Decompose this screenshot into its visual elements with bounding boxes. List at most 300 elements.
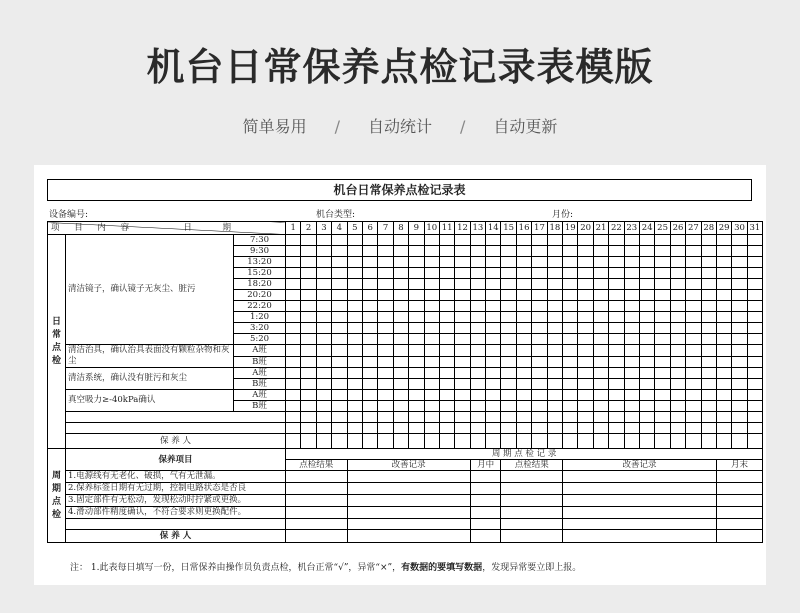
check-cell[interactable] — [470, 334, 485, 345]
check-cell[interactable] — [409, 312, 424, 323]
check-cell[interactable] — [409, 423, 424, 434]
check-cell[interactable] — [701, 279, 716, 290]
check-cell[interactable] — [670, 423, 685, 434]
check-cell[interactable] — [716, 235, 731, 246]
check-cell[interactable] — [655, 235, 670, 246]
check-cell[interactable] — [362, 379, 377, 390]
check-cell[interactable] — [470, 257, 485, 268]
check-cell[interactable] — [316, 312, 331, 323]
check-cell[interactable] — [439, 345, 454, 357]
check-cell[interactable] — [532, 290, 547, 301]
periodic-record-cell[interactable] — [286, 483, 348, 495]
periodic-record-cell[interactable] — [716, 471, 762, 483]
check-cell[interactable] — [670, 379, 685, 390]
check-cell[interactable] — [516, 323, 531, 334]
check-cell[interactable] — [362, 356, 377, 368]
check-cell[interactable] — [501, 401, 516, 412]
check-cell[interactable] — [732, 246, 747, 257]
check-cell[interactable] — [670, 345, 685, 357]
check-cell[interactable] — [593, 412, 608, 423]
periodic-record-cell[interactable] — [716, 530, 762, 543]
check-cell[interactable] — [424, 423, 439, 434]
check-cell[interactable] — [640, 412, 655, 423]
check-cell[interactable] — [316, 323, 331, 334]
check-cell[interactable] — [716, 312, 731, 323]
check-cell[interactable] — [716, 423, 731, 434]
periodic-record-cell[interactable] — [501, 507, 563, 519]
check-cell[interactable] — [563, 290, 578, 301]
check-cell[interactable] — [409, 323, 424, 334]
check-cell[interactable] — [532, 268, 547, 279]
check-cell[interactable] — [640, 334, 655, 345]
check-cell[interactable] — [701, 379, 716, 390]
check-cell[interactable] — [470, 345, 485, 357]
check-cell[interactable] — [424, 235, 439, 246]
check-cell[interactable] — [393, 379, 408, 390]
check-cell[interactable] — [332, 412, 347, 423]
check-cell[interactable] — [532, 257, 547, 268]
check-cell[interactable] — [409, 246, 424, 257]
check-cell[interactable] — [316, 279, 331, 290]
check-cell[interactable] — [301, 390, 316, 401]
check-cell[interactable] — [455, 390, 470, 401]
check-cell[interactable] — [378, 246, 393, 257]
check-cell[interactable] — [686, 401, 701, 412]
check-cell[interactable] — [532, 434, 547, 449]
check-cell[interactable] — [593, 334, 608, 345]
check-cell[interactable] — [593, 235, 608, 246]
check-cell[interactable] — [424, 301, 439, 312]
check-cell[interactable] — [316, 368, 331, 379]
check-cell[interactable] — [316, 423, 331, 434]
check-cell[interactable] — [301, 290, 316, 301]
check-cell[interactable] — [670, 401, 685, 412]
check-cell[interactable] — [516, 401, 531, 412]
check-cell[interactable] — [747, 235, 762, 246]
check-cell[interactable] — [516, 345, 531, 357]
periodic-record-cell[interactable] — [716, 519, 762, 530]
check-cell[interactable] — [624, 323, 639, 334]
check-cell[interactable] — [470, 390, 485, 401]
check-cell[interactable] — [455, 334, 470, 345]
check-cell[interactable] — [609, 356, 624, 368]
check-cell[interactable] — [640, 312, 655, 323]
periodic-record-cell[interactable] — [347, 483, 470, 495]
check-cell[interactable] — [286, 268, 301, 279]
check-cell[interactable] — [332, 423, 347, 434]
check-cell[interactable] — [532, 323, 547, 334]
check-cell[interactable] — [347, 279, 362, 290]
check-cell[interactable] — [501, 301, 516, 312]
check-cell[interactable] — [732, 257, 747, 268]
check-cell[interactable] — [393, 356, 408, 368]
check-cell[interactable] — [301, 312, 316, 323]
periodic-record-cell[interactable] — [563, 471, 717, 483]
check-cell[interactable] — [393, 390, 408, 401]
check-cell[interactable] — [516, 312, 531, 323]
check-cell[interactable] — [547, 390, 562, 401]
check-cell[interactable] — [439, 246, 454, 257]
check-cell[interactable] — [455, 356, 470, 368]
check-cell[interactable] — [501, 390, 516, 401]
check-cell[interactable] — [455, 323, 470, 334]
check-cell[interactable] — [701, 246, 716, 257]
check-cell[interactable] — [686, 412, 701, 423]
check-cell[interactable] — [501, 279, 516, 290]
check-cell[interactable] — [393, 290, 408, 301]
check-cell[interactable] — [578, 290, 593, 301]
check-cell[interactable] — [286, 368, 301, 379]
check-cell[interactable] — [609, 390, 624, 401]
check-cell[interactable] — [547, 268, 562, 279]
check-cell[interactable] — [470, 268, 485, 279]
check-cell[interactable] — [640, 423, 655, 434]
check-cell[interactable] — [424, 334, 439, 345]
check-cell[interactable] — [424, 323, 439, 334]
check-cell[interactable] — [640, 345, 655, 357]
check-cell[interactable] — [609, 235, 624, 246]
check-cell[interactable] — [362, 390, 377, 401]
check-cell[interactable] — [316, 390, 331, 401]
check-cell[interactable] — [362, 423, 377, 434]
check-cell[interactable] — [393, 368, 408, 379]
check-cell[interactable] — [701, 345, 716, 357]
check-cell[interactable] — [362, 312, 377, 323]
check-cell[interactable] — [347, 423, 362, 434]
check-cell[interactable] — [362, 334, 377, 345]
check-cell[interactable] — [609, 379, 624, 390]
check-cell[interactable] — [686, 423, 701, 434]
check-cell[interactable] — [409, 379, 424, 390]
check-cell[interactable] — [701, 268, 716, 279]
check-cell[interactable] — [578, 423, 593, 434]
periodic-record-cell[interactable] — [286, 519, 348, 530]
check-cell[interactable] — [347, 434, 362, 449]
check-cell[interactable] — [393, 412, 408, 423]
check-cell[interactable] — [470, 356, 485, 368]
check-cell[interactable] — [347, 401, 362, 412]
check-cell[interactable] — [393, 235, 408, 246]
check-cell[interactable] — [362, 434, 377, 449]
check-cell[interactable] — [547, 401, 562, 412]
check-cell[interactable] — [701, 368, 716, 379]
check-cell[interactable] — [655, 390, 670, 401]
check-cell[interactable] — [316, 434, 331, 449]
check-cell[interactable] — [362, 290, 377, 301]
check-cell[interactable] — [640, 368, 655, 379]
periodic-record-cell[interactable] — [347, 495, 470, 507]
check-cell[interactable] — [378, 412, 393, 423]
check-cell[interactable] — [378, 390, 393, 401]
check-cell[interactable] — [409, 434, 424, 449]
check-cell[interactable] — [332, 356, 347, 368]
check-cell[interactable] — [393, 312, 408, 323]
check-cell[interactable] — [393, 246, 408, 257]
check-cell[interactable] — [593, 423, 608, 434]
check-cell[interactable] — [640, 235, 655, 246]
check-cell[interactable] — [747, 290, 762, 301]
check-cell[interactable] — [593, 368, 608, 379]
check-cell[interactable] — [439, 323, 454, 334]
check-cell[interactable] — [732, 301, 747, 312]
check-cell[interactable] — [486, 390, 501, 401]
check-cell[interactable] — [747, 368, 762, 379]
check-cell[interactable] — [670, 312, 685, 323]
check-cell[interactable] — [455, 268, 470, 279]
check-cell[interactable] — [455, 279, 470, 290]
check-cell[interactable] — [624, 279, 639, 290]
check-cell[interactable] — [362, 246, 377, 257]
check-cell[interactable] — [378, 345, 393, 357]
check-cell[interactable] — [332, 312, 347, 323]
check-cell[interactable] — [532, 235, 547, 246]
check-cell[interactable] — [516, 279, 531, 290]
check-cell[interactable] — [455, 379, 470, 390]
check-cell[interactable] — [455, 235, 470, 246]
check-cell[interactable] — [732, 401, 747, 412]
check-cell[interactable] — [347, 290, 362, 301]
check-cell[interactable] — [701, 412, 716, 423]
check-cell[interactable] — [670, 390, 685, 401]
check-cell[interactable] — [747, 412, 762, 423]
check-cell[interactable] — [593, 356, 608, 368]
check-cell[interactable] — [593, 301, 608, 312]
check-cell[interactable] — [286, 434, 301, 449]
check-cell[interactable] — [286, 345, 301, 357]
check-cell[interactable] — [593, 290, 608, 301]
check-cell[interactable] — [609, 334, 624, 345]
check-cell[interactable] — [362, 323, 377, 334]
check-cell[interactable] — [609, 290, 624, 301]
check-cell[interactable] — [347, 268, 362, 279]
check-cell[interactable] — [486, 423, 501, 434]
check-cell[interactable] — [316, 246, 331, 257]
check-cell[interactable] — [332, 334, 347, 345]
check-cell[interactable] — [532, 356, 547, 368]
check-cell[interactable] — [532, 423, 547, 434]
check-cell[interactable] — [516, 301, 531, 312]
check-cell[interactable] — [316, 412, 331, 423]
check-cell[interactable] — [347, 345, 362, 357]
check-cell[interactable] — [716, 279, 731, 290]
check-cell[interactable] — [439, 401, 454, 412]
periodic-record-cell[interactable] — [501, 530, 563, 543]
check-cell[interactable] — [286, 412, 301, 423]
check-cell[interactable] — [470, 401, 485, 412]
check-cell[interactable] — [686, 334, 701, 345]
check-cell[interactable] — [547, 279, 562, 290]
check-cell[interactable] — [747, 268, 762, 279]
check-cell[interactable] — [732, 235, 747, 246]
check-cell[interactable] — [609, 412, 624, 423]
check-cell[interactable] — [347, 257, 362, 268]
check-cell[interactable] — [486, 323, 501, 334]
check-cell[interactable] — [640, 379, 655, 390]
periodic-record-cell[interactable] — [501, 495, 563, 507]
check-cell[interactable] — [563, 301, 578, 312]
check-cell[interactable] — [686, 279, 701, 290]
check-cell[interactable] — [532, 412, 547, 423]
periodic-record-cell[interactable] — [286, 507, 348, 519]
check-cell[interactable] — [501, 379, 516, 390]
check-cell[interactable] — [439, 434, 454, 449]
check-cell[interactable] — [486, 268, 501, 279]
check-cell[interactable] — [547, 301, 562, 312]
check-cell[interactable] — [670, 434, 685, 449]
check-cell[interactable] — [609, 312, 624, 323]
check-cell[interactable] — [501, 246, 516, 257]
check-cell[interactable] — [362, 412, 377, 423]
check-cell[interactable] — [747, 356, 762, 368]
check-cell[interactable] — [578, 356, 593, 368]
check-cell[interactable] — [732, 434, 747, 449]
check-cell[interactable] — [609, 368, 624, 379]
check-cell[interactable] — [655, 323, 670, 334]
check-cell[interactable] — [409, 290, 424, 301]
periodic-record-cell[interactable] — [501, 483, 563, 495]
check-cell[interactable] — [686, 312, 701, 323]
check-cell[interactable] — [378, 334, 393, 345]
check-cell[interactable] — [563, 279, 578, 290]
check-cell[interactable] — [624, 412, 639, 423]
check-cell[interactable] — [409, 356, 424, 368]
check-cell[interactable] — [501, 434, 516, 449]
check-cell[interactable] — [547, 290, 562, 301]
check-cell[interactable] — [747, 379, 762, 390]
check-cell[interactable] — [732, 312, 747, 323]
check-cell[interactable] — [301, 301, 316, 312]
check-cell[interactable] — [286, 301, 301, 312]
check-cell[interactable] — [439, 257, 454, 268]
check-cell[interactable] — [609, 423, 624, 434]
check-cell[interactable] — [301, 401, 316, 412]
check-cell[interactable] — [732, 268, 747, 279]
check-cell[interactable] — [424, 356, 439, 368]
check-cell[interactable] — [301, 434, 316, 449]
check-cell[interactable] — [286, 356, 301, 368]
check-cell[interactable] — [362, 268, 377, 279]
check-cell[interactable] — [716, 401, 731, 412]
check-cell[interactable] — [455, 290, 470, 301]
check-cell[interactable] — [640, 279, 655, 290]
periodic-record-cell[interactable] — [347, 471, 470, 483]
periodic-record-cell[interactable] — [716, 483, 762, 495]
check-cell[interactable] — [563, 268, 578, 279]
check-cell[interactable] — [563, 423, 578, 434]
check-cell[interactable] — [286, 312, 301, 323]
check-cell[interactable] — [409, 301, 424, 312]
check-cell[interactable] — [578, 401, 593, 412]
check-cell[interactable] — [424, 379, 439, 390]
check-cell[interactable] — [716, 290, 731, 301]
check-cell[interactable] — [716, 390, 731, 401]
check-cell[interactable] — [609, 246, 624, 257]
check-cell[interactable] — [378, 290, 393, 301]
check-cell[interactable] — [301, 268, 316, 279]
check-cell[interactable] — [532, 279, 547, 290]
periodic-record-cell[interactable] — [286, 495, 348, 507]
check-cell[interactable] — [547, 368, 562, 379]
check-cell[interactable] — [563, 356, 578, 368]
check-cell[interactable] — [686, 246, 701, 257]
check-cell[interactable] — [563, 401, 578, 412]
check-cell[interactable] — [547, 235, 562, 246]
check-cell[interactable] — [593, 312, 608, 323]
check-cell[interactable] — [563, 390, 578, 401]
check-cell[interactable] — [670, 323, 685, 334]
check-cell[interactable] — [747, 246, 762, 257]
check-cell[interactable] — [609, 434, 624, 449]
check-cell[interactable] — [563, 312, 578, 323]
check-cell[interactable] — [686, 379, 701, 390]
check-cell[interactable] — [593, 390, 608, 401]
periodic-record-cell[interactable] — [470, 471, 501, 483]
check-cell[interactable] — [455, 345, 470, 357]
check-cell[interactable] — [732, 412, 747, 423]
check-cell[interactable] — [439, 235, 454, 246]
check-cell[interactable] — [578, 412, 593, 423]
check-cell[interactable] — [424, 279, 439, 290]
check-cell[interactable] — [547, 345, 562, 357]
check-cell[interactable] — [439, 379, 454, 390]
check-cell[interactable] — [578, 235, 593, 246]
check-cell[interactable] — [578, 345, 593, 357]
check-cell[interactable] — [670, 246, 685, 257]
check-cell[interactable] — [547, 356, 562, 368]
check-cell[interactable] — [670, 279, 685, 290]
check-cell[interactable] — [393, 401, 408, 412]
check-cell[interactable] — [455, 257, 470, 268]
check-cell[interactable] — [670, 290, 685, 301]
check-cell[interactable] — [732, 323, 747, 334]
check-cell[interactable] — [424, 390, 439, 401]
check-cell[interactable] — [701, 290, 716, 301]
check-cell[interactable] — [486, 235, 501, 246]
check-cell[interactable] — [470, 379, 485, 390]
check-cell[interactable] — [547, 257, 562, 268]
check-cell[interactable] — [624, 390, 639, 401]
check-cell[interactable] — [424, 401, 439, 412]
check-cell[interactable] — [532, 368, 547, 379]
check-cell[interactable] — [686, 368, 701, 379]
check-cell[interactable] — [547, 323, 562, 334]
check-cell[interactable] — [316, 345, 331, 357]
check-cell[interactable] — [301, 423, 316, 434]
check-cell[interactable] — [563, 368, 578, 379]
check-cell[interactable] — [286, 290, 301, 301]
check-cell[interactable] — [516, 379, 531, 390]
check-cell[interactable] — [686, 390, 701, 401]
check-cell[interactable] — [532, 246, 547, 257]
check-cell[interactable] — [347, 356, 362, 368]
check-cell[interactable] — [501, 257, 516, 268]
check-cell[interactable] — [486, 257, 501, 268]
check-cell[interactable] — [301, 345, 316, 357]
check-cell[interactable] — [624, 312, 639, 323]
check-cell[interactable] — [563, 434, 578, 449]
check-cell[interactable] — [563, 323, 578, 334]
check-cell[interactable] — [593, 279, 608, 290]
check-cell[interactable] — [332, 368, 347, 379]
check-cell[interactable] — [593, 323, 608, 334]
check-cell[interactable] — [486, 434, 501, 449]
check-cell[interactable] — [593, 434, 608, 449]
check-cell[interactable] — [516, 268, 531, 279]
check-cell[interactable] — [486, 379, 501, 390]
check-cell[interactable] — [332, 257, 347, 268]
check-cell[interactable] — [393, 345, 408, 357]
check-cell[interactable] — [439, 290, 454, 301]
